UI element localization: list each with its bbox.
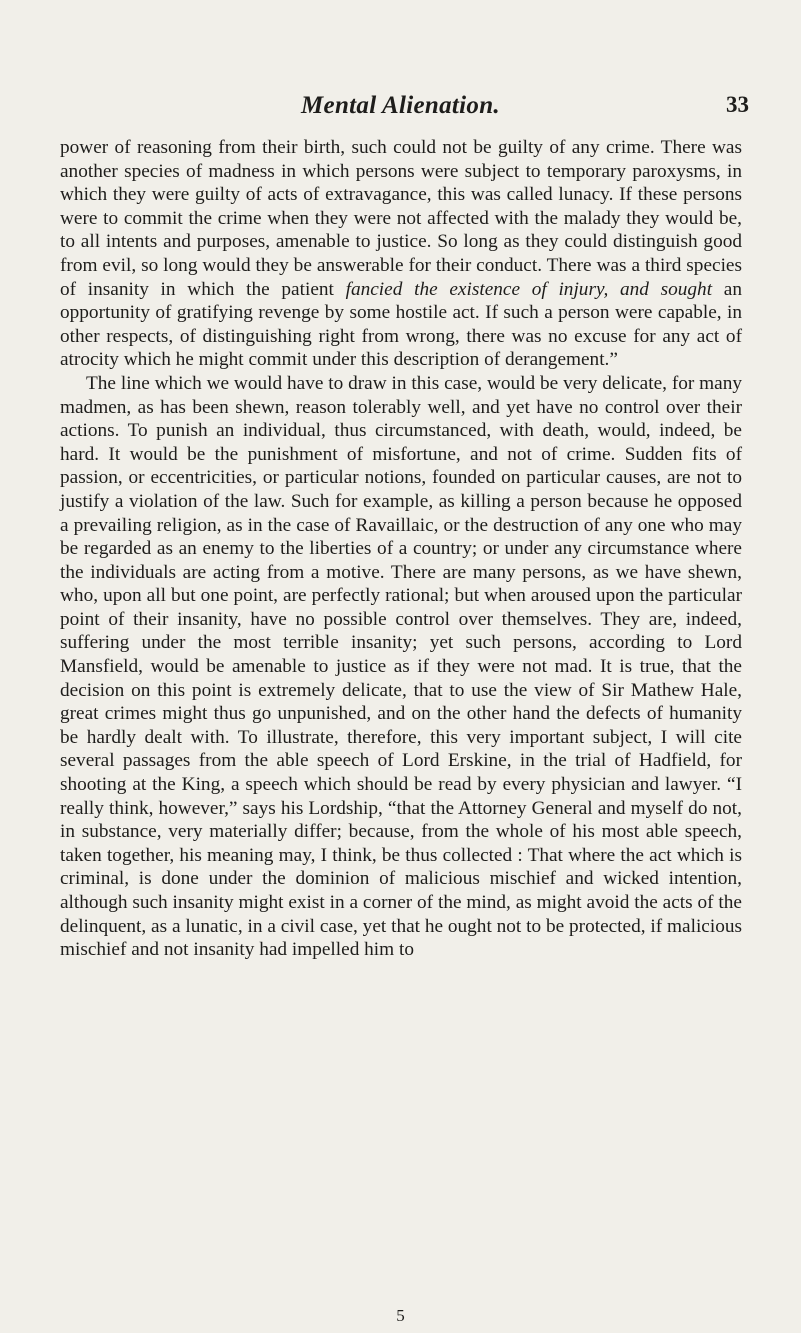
paragraph-1 — [60, 136, 742, 372]
text-segment: The line which we would have to draw in this case, would be very delicate, for many madmen, as has been shewn, reason tolerably well, and yet have no control over their actions. To punish an individual, thus circumstanced, with death, would, indeed, be hard. It would be the punishment of misfortune, and not of crime. Sudden fits of passion, or eccentricities, or particular notions, founded on particular causes, are not to justify a violation of the law. Such for example, as killing a person because he opposed a prevailing religion, as in the case of Ravaillaic, or the destruction of any one who may be regarded as an enemy to the liberties of a country; or under any circumstance where the individuals are acting from a motive. There are many persons, as we have shewn, who, upon all but one point, are perfectly rational; but when aroused upon the particular point of their insanity, have no possible control over themselves. They are, indeed, suffering under the most terrible insanity; yet such persons, according to Lord Mansfield, would be amenable to justice as if they were not mad. It is true, that the decision on this point is extremely delicate, that to use the view of Sir Mathew Hale, great crimes might thus go unpunished, and on the other hand the defects of humanity be hardly dealt with. To illustrate, therefore, this very important subject, I will cite several passages from the able speech of Lord Erskine, in the trial of Hadfield, for shooting at the King, a speech which should be read by every physician and lawyer. “I really think, however,” says his Lordship, “that the Attorney General and myself do not, in substance, very materially differ; because, from the whole of his most able speech, taken together, his meaning may, I think, be thus collected : That where the act which is criminal, is done under the dominion of malicious mischief and wicked intention, although such insanity might exist in a corner of the mind, as might avoid the acts of the delinquent, as a lunatic, in a civil case, yet that he ought not to be protected, if malicious mischief and not insanity had impelled him to — [60, 372, 742, 961]
text-segment: power of reasoning from their birth, such could not be guilty of any crime. There was another species of madness in which persons were subject to temporary paroxysms, in which they were guilty of acts of extravagance, this was called lunacy. If these persons were to commit the crime when they were not affected with the malady they would be, to all intents and purposes, amenable to justice. So long as they could distinguish good from evil, so long would they be answerable for their conduct. There was a third species of insanity in which the patient — [60, 137, 742, 300]
running-head — [0, 92, 801, 126]
running-title: Mental Alienation. — [301, 92, 500, 119]
signature-mark: 5 — [396, 1306, 405, 1325]
page-number: 33 — [726, 92, 749, 117]
paragraph-2 — [60, 372, 742, 962]
text-segment: an opportunity of gratifying revenge by some hostile act. If such a person were capable, in other respects, of distinguishing right from wrong, there was no excuse for any act of atrocity which he might commit under this description of derangement.” — [60, 278, 742, 371]
italic-phrase: fancied the existence of injury, and sought — [345, 278, 713, 300]
body-text — [60, 136, 742, 962]
